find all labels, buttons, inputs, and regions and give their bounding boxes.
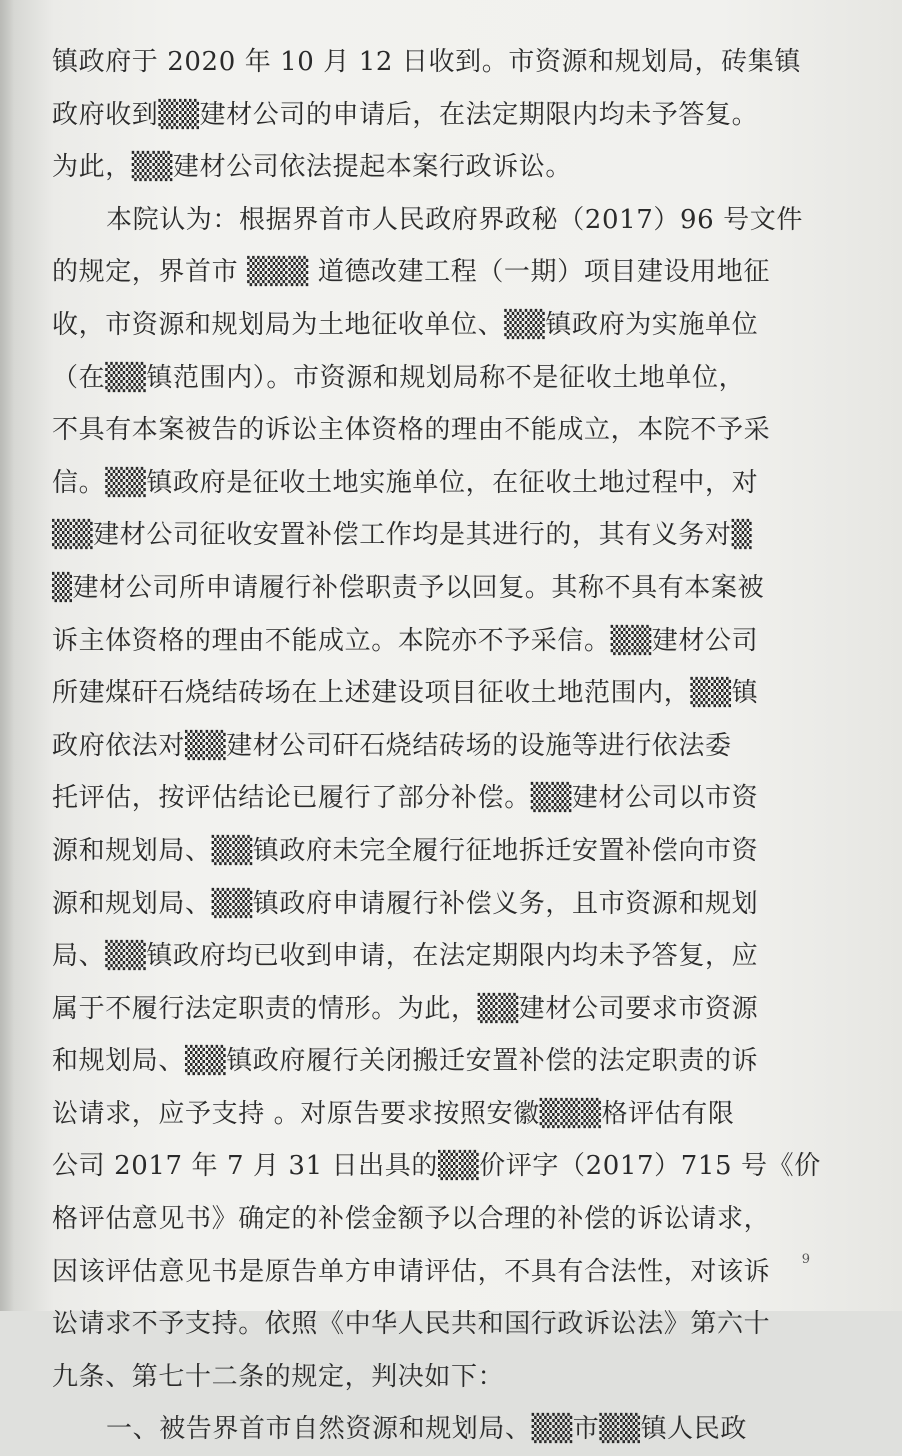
text-line: 镇政府于 2020 年 10 月 12 日收到。市资源和规划局，砖集镇 xyxy=(52,47,801,77)
text-line: 局、▒▒镇政府均已收到申请，在法定期限内均未予答复，应 xyxy=(52,941,759,972)
page-number: 9 xyxy=(801,1252,810,1267)
text-line: ▒建材公司所申请履行补偿职责予以回复。其称不具有本案被 xyxy=(52,572,765,603)
text-line: 信。▒▒镇政府是征收土地实施单位，在征收土地过程中，对 xyxy=(52,467,759,498)
text-line: 政府收到▒▒建材公司的申请后，在法定期限内均未予答复。 xyxy=(52,99,759,130)
text-line: 和规划局、▒▒镇政府履行关闭搬迁安置补偿的法定职责的诉 xyxy=(52,1046,759,1077)
text-line: 诉主体资格的理由不能成立。本院亦不予采信。▒▒建材公司 xyxy=(52,625,759,656)
text-line: 属于不履行法定职责的情形。为此，▒▒建材公司要求市资源 xyxy=(52,993,759,1024)
text-line: 讼请求不予支持。依照《中华人民共和国行政诉讼法》第六十 xyxy=(52,1309,771,1340)
text-line: 收，市资源和规划局为土地征收单位、▒▒镇政府为实施单位 xyxy=(52,309,759,340)
text-line: 九条、第七十二条的规定，判决如下： xyxy=(52,1361,505,1392)
text-line: 政府依法对▒▒建材公司矸石烧结砖场的设施等进行依法委 xyxy=(52,730,732,761)
text-line: 的规定，界首市 ▒▒▒ 道德改建工程（一期）项目建设用地征 xyxy=(52,257,770,288)
text-line: 公司 2017 年 7 月 31 日出具的▒▒价评字（2017）715 号《价 xyxy=(52,1151,821,1182)
text-line: 因该评估意见书是原告单方申请评估，不具有合法性，对该诉 xyxy=(52,1256,771,1287)
text-line: 本院认为：根据界首市人民政府界政秘（2017）96 号文件 xyxy=(106,204,803,235)
text-line: 源和规划局、▒▒镇政府未完全履行征地拆迁安置补偿向市资 xyxy=(52,835,759,866)
text-line: ▒▒建材公司征收安置补偿工作均是其进行的，其有义务对▒ xyxy=(52,520,753,551)
text-line: 托评估，按评估结论已履行了部分补偿。▒▒建材公司以市资 xyxy=(52,783,759,814)
text-line: 源和规划局、▒▒镇政府申请履行补偿义务，且市资源和规划 xyxy=(52,888,759,919)
text-line: 格评估意见书》确定的补偿金额予以合理的补偿的诉讼请求， xyxy=(52,1204,771,1235)
text-line: 为此，▒▒建材公司依法提起本案行政诉讼。 xyxy=(52,152,572,183)
text-line: 讼请求，应予支持 。对原告要求按照安徽▒▒▒格评估有限 xyxy=(52,1098,735,1129)
text-line: 所建煤矸石烧结砖场在上述建设项目征收土地范围内，▒▒镇 xyxy=(52,678,759,709)
text-line: （在▒▒镇范围内）。市资源和规划局称不是征收土地单位， xyxy=(52,362,746,393)
text-line: 不具有本案被告的诉讼主体资格的理由不能成立，本院不予采 xyxy=(52,415,771,446)
text-line: 一、被告界首市自然资源和规划局、▒▒市▒▒镇人民政 xyxy=(106,1414,747,1445)
document-body xyxy=(52,36,821,1456)
